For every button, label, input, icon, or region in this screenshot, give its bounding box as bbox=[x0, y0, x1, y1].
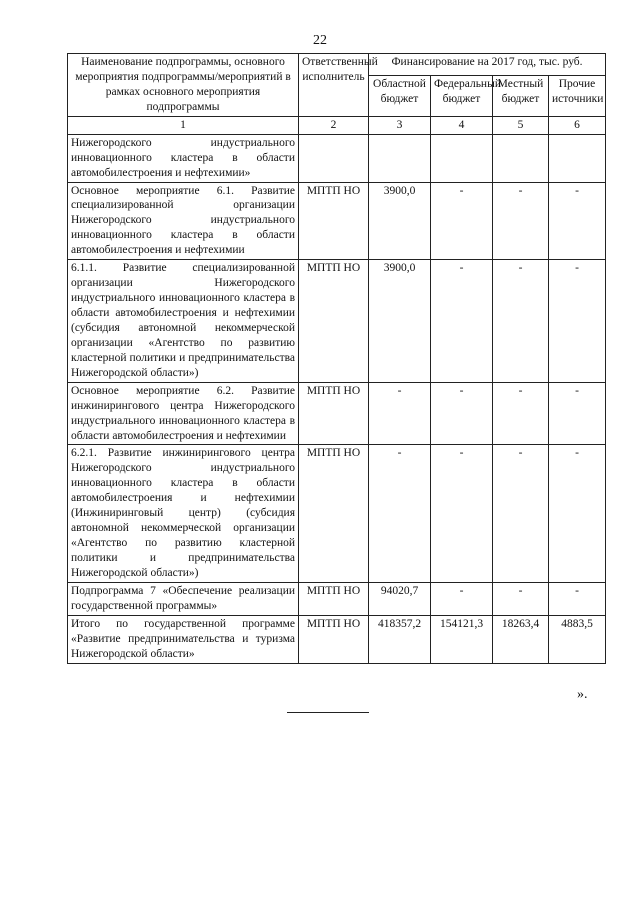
cell-federal bbox=[431, 134, 493, 182]
column-number: 6 bbox=[549, 116, 606, 134]
table-row bbox=[68, 260, 606, 383]
cell-name: Итого по государственной программе «Развитие предпринимательства и туризма Нижегородской области» bbox=[68, 615, 299, 663]
cell-responsible: МПТП НО bbox=[299, 615, 369, 663]
table-row bbox=[68, 582, 606, 615]
column-number: 4 bbox=[431, 116, 493, 134]
column-number: 2 bbox=[299, 116, 369, 134]
cell-other: - bbox=[549, 582, 606, 615]
cell-federal: - bbox=[431, 382, 493, 445]
cell-name: Основное мероприятие 6.1. Развитие специализированной организации Нижегородского индустриального инновационного кластера в области автомобилестроения и нефтехимии bbox=[68, 182, 299, 260]
header-responsible: Ответственный исполнитель bbox=[299, 54, 369, 117]
cell-name: Основное мероприятие 6.2. Развитие инжинирингового центра Нижегородского индустриального инновационного кластера в области автомобилестроения и нефтехимии bbox=[68, 382, 299, 445]
cell-local: - bbox=[493, 182, 549, 260]
cell-local: 18263,4 bbox=[493, 615, 549, 663]
cell-regional bbox=[369, 134, 431, 182]
header-funding: Финансирование на 2017 год, тыс. руб. bbox=[369, 54, 606, 76]
table-row bbox=[68, 182, 606, 260]
cell-name: Подпрограмма 7 «Обеспечение реализации государственной программы» bbox=[68, 582, 299, 615]
cell-regional: 3900,0 bbox=[369, 260, 431, 383]
cell-local: - bbox=[493, 582, 549, 615]
cell-other: - bbox=[549, 382, 606, 445]
cell-name: 6.1.1. Развитие специализированной организации Нижегородского индустриального инновационного кластера в области автомобилестроения и нефтехимии (субсидия автономной некоммерческой организации «Агентство по развитию кластерной политики и предпринимательства Нижегородской области») bbox=[68, 260, 299, 383]
cell-other: - bbox=[549, 445, 606, 582]
column-number-row bbox=[68, 116, 606, 134]
cell-local: - bbox=[493, 445, 549, 582]
cell-name: Нижегородского индустриального инновационного кластера в области автомобилестроения и нефтехимии» bbox=[68, 134, 299, 182]
cell-regional: - bbox=[369, 382, 431, 445]
header-federal: Федеральный бюджет bbox=[431, 76, 493, 117]
table-row bbox=[68, 382, 606, 445]
cell-federal: - bbox=[431, 582, 493, 615]
cell-regional: 3900,0 bbox=[369, 182, 431, 260]
cell-federal: 154121,3 bbox=[431, 615, 493, 663]
cell-regional: 94020,7 bbox=[369, 582, 431, 615]
cell-regional: - bbox=[369, 445, 431, 582]
cell-responsible: МПТП НО bbox=[299, 582, 369, 615]
cell-responsible: МПТП НО bbox=[299, 382, 369, 445]
column-number: 1 bbox=[68, 116, 299, 134]
cell-other: - bbox=[549, 260, 606, 383]
header-other: Прочие источники bbox=[549, 76, 606, 117]
header-regional: Областной бюджет bbox=[369, 76, 431, 117]
table-row bbox=[68, 445, 606, 582]
header-name: Наименование подпрограммы, основного мероприятия подпрограммы/мероприятий в рамках основного мероприятия подпрограммы bbox=[68, 54, 299, 117]
end-rule bbox=[287, 712, 369, 713]
funding-table bbox=[67, 53, 606, 664]
cell-responsible bbox=[299, 134, 369, 182]
table-row bbox=[68, 134, 606, 182]
cell-name: 6.2.1. Развитие инжинирингового центра Нижегородского индустриального инновационного кластера в области автомобилестроения и нефтехимии (Инжиниринговый центр) (субсидия автономной некоммерческой организации «Агентство по развитию кластерной политики и предпринимательства Нижегородской области») bbox=[68, 445, 299, 582]
cell-responsible: МПТП НО bbox=[299, 182, 369, 260]
cell-local: - bbox=[493, 382, 549, 445]
column-number: 3 bbox=[369, 116, 431, 134]
cell-responsible: МПТП НО bbox=[299, 445, 369, 582]
cell-responsible: МПТП НО bbox=[299, 260, 369, 383]
closing-quote: ». bbox=[577, 687, 588, 702]
cell-other: - bbox=[549, 182, 606, 260]
cell-federal: - bbox=[431, 182, 493, 260]
cell-other bbox=[549, 134, 606, 182]
table-row bbox=[68, 615, 606, 663]
cell-federal: - bbox=[431, 445, 493, 582]
cell-federal: - bbox=[431, 260, 493, 383]
header-local: Местный бюджет bbox=[493, 76, 549, 117]
page-number: 22 bbox=[313, 33, 327, 48]
cell-local bbox=[493, 134, 549, 182]
column-number: 5 bbox=[493, 116, 549, 134]
cell-local: - bbox=[493, 260, 549, 383]
cell-other: 4883,5 bbox=[549, 615, 606, 663]
cell-regional: 418357,2 bbox=[369, 615, 431, 663]
